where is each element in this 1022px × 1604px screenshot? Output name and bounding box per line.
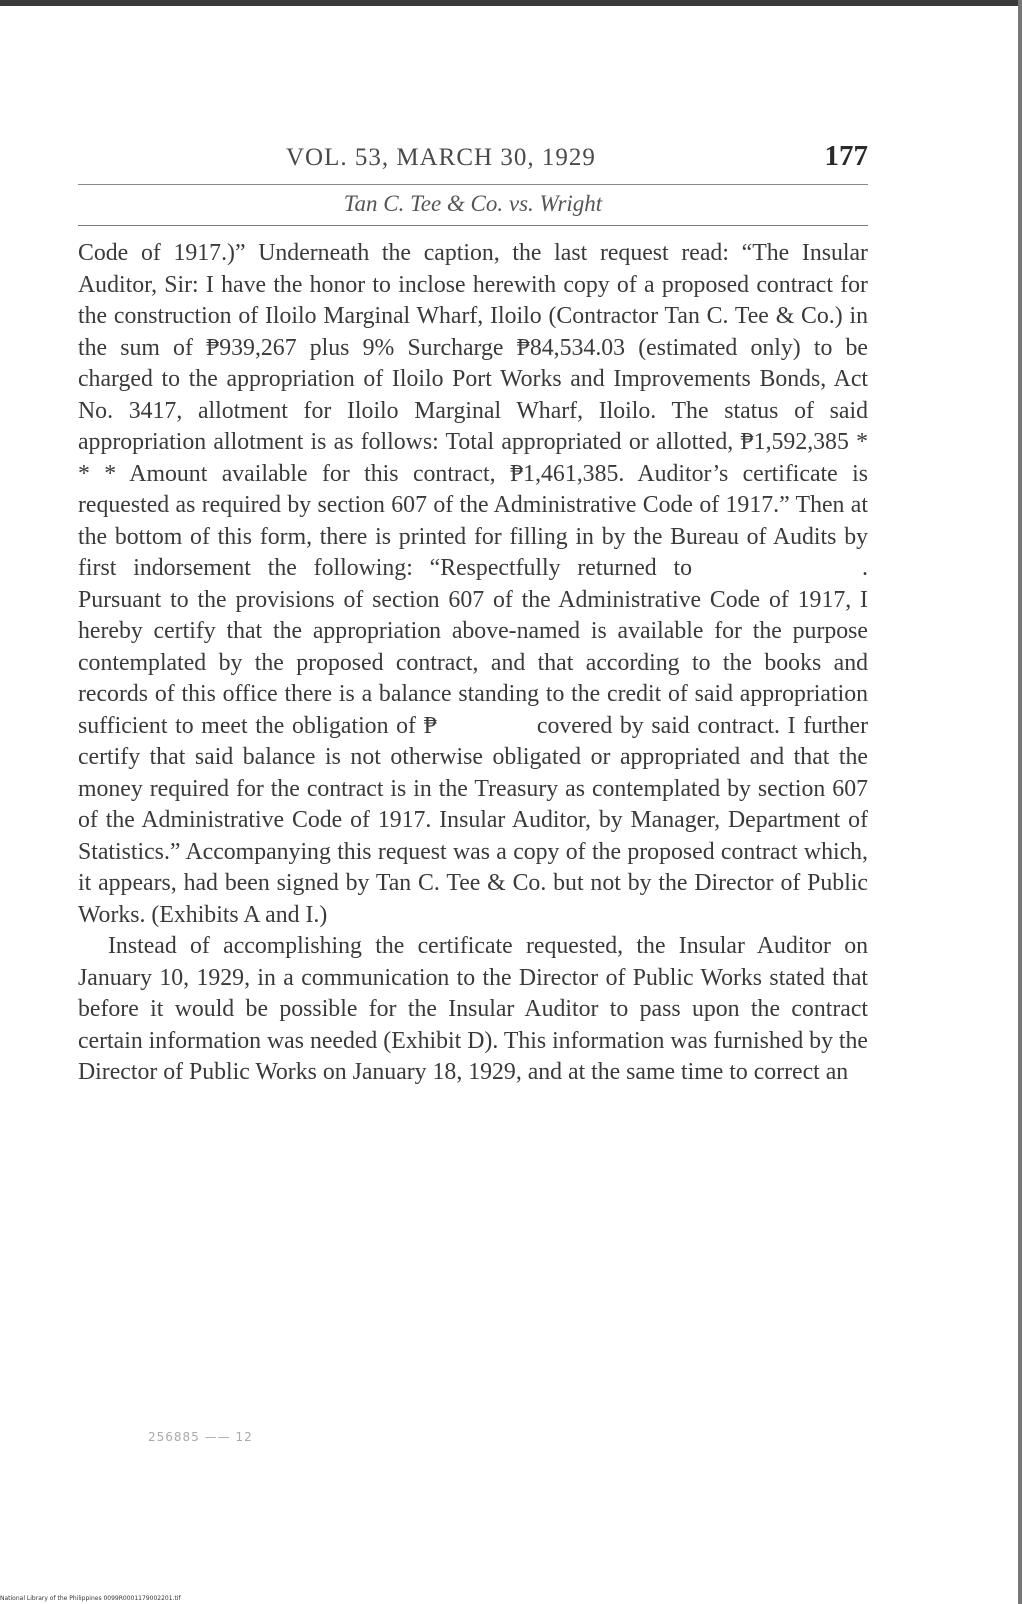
header-rule [78,184,868,185]
running-head [78,140,868,184]
footer-credit: National Library of the Philippines 0099R0001179002201.tif [0,1595,181,1602]
paragraph-1-part-a: Code of 1917.)” Underneath the caption, the last request read: “The Insular Auditor, Sir: I have the honor to inclose herewith copy of a proposed contract for the construction of Iloilo Marginal Wharf, Iloilo (Contractor Tan C. Tee & Co.) in the sum of ₱939,267 plus 9% Surcharge ₱84,534.03 (estimated only) to be charged to the appropriation of Iloilo Port Works and Improvements Bonds, Act No. 3417, allotment for Iloilo Marginal Wharf, Iloilo. The status of said appropriation allotment is as follows: Total appropriated or allotted, ₱1,592,385 * * * Amount available for this contract, ₱1,461,385. Auditor’s certificate is requested as required by section 607 of the Administrative Code of 1917.” Then at the bottom of this form, there is printed for filling in by the Bureau of Audits by first indorsement the following: “Respectfully returned to [78,240,868,581]
volume-date: VOL. 53, MARCH 30, 1929 [286,144,596,171]
paragraph-1-part-c: covered by said contract. I further certify that said balance is not otherwise obligated or appropriated and that the money required for the contract is in the Treasury as contemplated by section 607 of the Administrative Code of 1917. Insular Auditor, by Manager, Department of Statistics.” Accompanying this request was a copy of the proposed contract which, it appears, had been signed by Tan C. Tee & Co. but not by the Director of Public Works. (Exhibits A and I.) [78,712,868,928]
right-border [1018,0,1022,1604]
page-content [78,140,868,1089]
page-number: 177 [824,140,868,172]
paragraph-2: Instead of accomplishing the certificate requested, the Insular Auditor on January 10, 1929, in a communication to the Director of Public Works stated that before it would be possible for the Insular Auditor to pass upon the contract certain information was needed (Exhibit D). This information was furnished by the Director of Public Works on January 18, 1929, and at the same time to correct an [78,933,868,1085]
top-border [0,0,1022,6]
signature-mark: 256885 —— 12 [148,1430,253,1444]
paragraph-1 [78,238,868,931]
body-text [78,238,868,1089]
case-title: Tan C. Tee & Co. vs. Wright [343,191,603,216]
paragraph-1-part-b: . Pursuant to the provisions of section 607 of the Administrative Code of 1917, I hereby certify that the appropriation above-named is available for the purpose contemplated by the proposed contract, and that according to the books and records of this office there is a balance standing to the credit of said appropriation sufficient to meet the obligation of ₱ [78,555,868,739]
title-rule [78,225,868,226]
